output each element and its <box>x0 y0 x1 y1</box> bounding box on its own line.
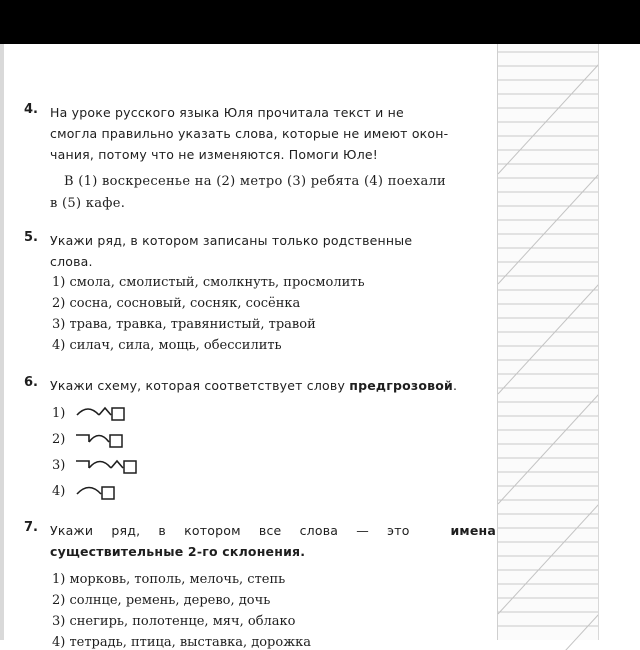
question-sentence: В (1) воскресенье на (2) метро (3) ребята (4) поехали в (5) кафе. <box>50 174 447 211</box>
page-right-edge <box>598 44 640 640</box>
answer-option-4[interactable]: 4) силач, сила, мощь, обессилить <box>52 338 282 353</box>
word-structure-scheme-icon <box>74 430 174 450</box>
scheme-option-2[interactable]: 2) <box>52 430 192 450</box>
word-structure-scheme-icon <box>74 404 174 424</box>
diagonal-ruled-line <box>498 614 599 650</box>
word-structure-scheme-icon <box>74 456 194 476</box>
diagonal-ruled-line <box>498 394 599 504</box>
target-word: предгрозовой <box>349 378 453 393</box>
question-6 <box>24 375 498 510</box>
top-black-bar <box>0 0 640 44</box>
answer-option-4[interactable]: 4) тетрадь, птица, выставка, дорожка <box>52 635 312 650</box>
scheme-option-3[interactable]: 3) <box>52 456 212 476</box>
margin-ruled-lines <box>498 44 599 640</box>
diagonal-ruled-line <box>498 174 599 284</box>
answer-margin-column <box>497 44 599 640</box>
answer-option-2[interactable]: 2) солнце, ремень, дерево, дочь <box>52 593 271 608</box>
question-number: 7. <box>24 520 38 535</box>
question-7 <box>24 520 498 650</box>
answer-option-3[interactable]: 3) снегирь, полотенце, мяч, облако <box>52 614 296 629</box>
workbook-page <box>0 44 640 650</box>
diagonal-ruled-line <box>498 284 599 394</box>
answer-option-2[interactable]: 2) сосна, сосновый, сосняк, сосёнка <box>52 296 301 311</box>
question-5 <box>24 230 498 360</box>
question-number: 6. <box>24 375 38 390</box>
answer-option-1[interactable]: 1) морковь, тополь, мелочь, степь <box>52 572 286 587</box>
answer-option-1[interactable]: 1) смола, смолистый, смолкнуть, просмолить <box>52 275 365 290</box>
question-text: Укажи схему, которая соответствует слову предгрозовой. <box>50 378 458 393</box>
question-number: 5. <box>24 230 38 245</box>
word-structure-scheme-icon <box>74 482 174 502</box>
answer-option-3[interactable]: 3) трава, травка, травянистый, травой <box>52 317 316 332</box>
scheme-option-1[interactable]: 1) <box>52 404 192 424</box>
question-4 <box>24 102 498 232</box>
scheme-option-4[interactable]: 4) <box>52 482 192 502</box>
question-text: Укажи ряд, в котором все слова — это имена существительные 2-го склонения. <box>50 523 496 559</box>
question-text: Укажи ряд, в котором записаны только родственные слова. <box>50 233 413 269</box>
page-fold-edge <box>0 44 4 640</box>
question-number: 4. <box>24 102 38 117</box>
question-text: На уроке русского языка Юля прочитала текст и не смогла правильно указать слова, которые не имеют окон- чания, потому что не изменяются. Помоги Юле! <box>50 105 449 162</box>
